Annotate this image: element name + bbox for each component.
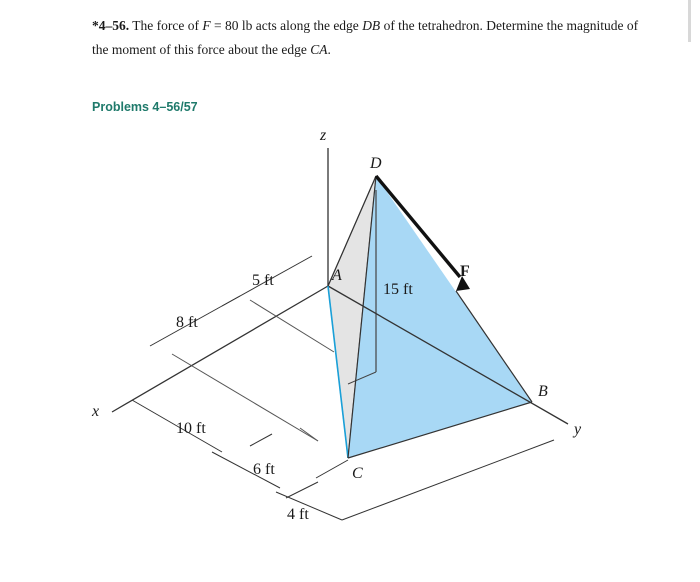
force-variable: F — [202, 18, 211, 33]
label-force: F — [460, 263, 470, 280]
figure-caption: Problems 4–56/57 — [92, 100, 198, 114]
label-b: B — [538, 383, 548, 400]
construction-line-3 — [300, 428, 318, 441]
label-8ft: 8 ft — [176, 314, 198, 331]
tick-c — [316, 460, 348, 478]
label-4ft: 4 ft — [287, 506, 309, 523]
tick-4ft — [286, 482, 318, 498]
label-a: A — [332, 267, 342, 284]
force-value: = 80 lb — [210, 18, 253, 33]
problem-text-2: acts along the edge — [252, 18, 363, 33]
label-d: D — [370, 155, 382, 172]
problem-text-3: of the tetrahedron. Determine the magnitude of the moment of this force about the edge — [92, 18, 639, 57]
construction-line-1 — [250, 300, 334, 352]
label-c: C — [352, 465, 363, 482]
problem-text-4: . — [327, 42, 331, 57]
problem-text-1: The force of — [129, 18, 203, 33]
label-6ft: 6 ft — [253, 461, 275, 478]
edge-ca: CA — [310, 42, 328, 57]
label-y: y — [574, 421, 582, 438]
x-axis — [112, 286, 328, 412]
label-z: z — [320, 127, 327, 144]
label-x: x — [92, 403, 100, 420]
tick-6ft — [250, 434, 272, 446]
dim-line-4ft — [276, 492, 342, 520]
problem-number: *4–56. — [92, 18, 130, 33]
edge-db: DB — [362, 18, 381, 33]
label-10ft: 10 ft — [176, 420, 206, 437]
label-5ft: 5 ft — [252, 272, 274, 289]
dim-line-bottom — [342, 440, 554, 520]
label-15ft: 15 ft — [383, 281, 413, 298]
